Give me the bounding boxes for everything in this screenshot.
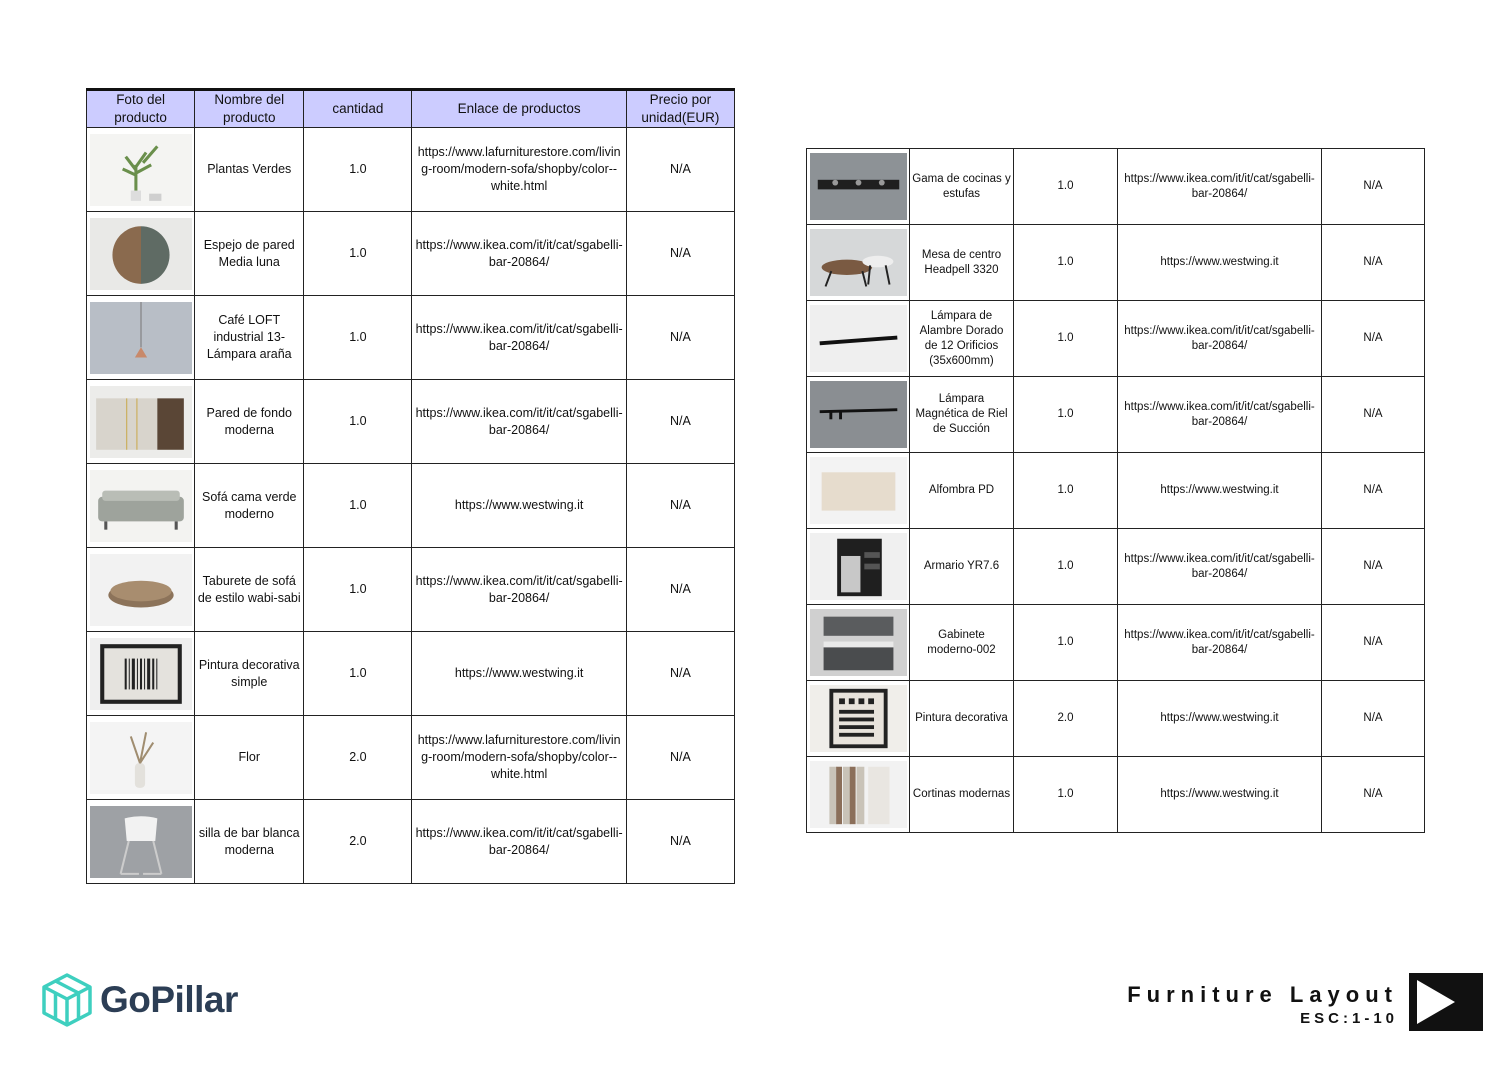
product-name: Gabinete moderno-002 <box>910 605 1014 681</box>
product-link[interactable]: https://www.westwing.it <box>1118 757 1322 833</box>
product-photo-cell <box>807 605 910 681</box>
product-price: N/A <box>1322 529 1425 605</box>
product-name: Flor <box>195 716 304 800</box>
cooktop-photo <box>810 153 907 220</box>
table-row <box>87 296 735 380</box>
product-quantity: 1.0 <box>304 548 412 632</box>
product-name: Café LOFT industrial 13-Lámpara araña <box>195 296 304 380</box>
product-quantity: 1.0 <box>1014 377 1118 453</box>
product-name: Cortinas modernas <box>910 757 1014 833</box>
product-price: N/A <box>626 548 734 632</box>
header-name: Nombre del producto <box>195 90 304 128</box>
product-link[interactable]: https://www.ikea.com/it/it/cat/sgabelli-bar-20864/ <box>1118 605 1322 681</box>
product-price: N/A <box>626 632 734 716</box>
product-photo-cell <box>807 377 910 453</box>
product-link[interactable]: https://www.ikea.com/it/it/cat/sgabelli-bar-20864/ <box>412 212 626 296</box>
product-quantity: 2.0 <box>304 716 412 800</box>
product-link[interactable]: https://www.ikea.com/it/it/cat/sgabelli-bar-20864/ <box>412 380 626 464</box>
product-photo-cell <box>87 800 195 884</box>
product-price: N/A <box>626 464 734 548</box>
product-price: N/A <box>626 716 734 800</box>
product-name: Pintura decorativa simple <box>195 632 304 716</box>
product-name: Pared de fondo moderna <box>195 380 304 464</box>
table-row <box>807 377 1425 453</box>
product-photo-cell <box>87 380 195 464</box>
product-name: Alfombra PD <box>910 453 1014 529</box>
product-price: N/A <box>626 212 734 296</box>
product-photo-cell <box>87 464 195 548</box>
product-quantity: 1.0 <box>1014 149 1118 225</box>
product-link[interactable]: https://www.westwing.it <box>1118 225 1322 301</box>
product-photo-cell <box>87 212 195 296</box>
product-link[interactable]: https://www.westwing.it <box>412 632 626 716</box>
product-quantity: 1.0 <box>1014 453 1118 529</box>
pattern-painting-photo <box>810 685 907 752</box>
product-link[interactable]: https://www.lafurniturestore.com/living-room/modern-sofa/shopby/color--white.html <box>412 128 626 212</box>
product-link[interactable]: https://www.ikea.com/it/it/cat/sgabelli-bar-20864/ <box>412 548 626 632</box>
product-price: N/A <box>1322 757 1425 833</box>
product-name: Lámpara de Alambre Dorado de 12 Orificios (35x600mm) <box>910 301 1014 377</box>
title-block <box>1127 982 1398 1027</box>
sofa-bed-photo <box>90 470 192 542</box>
product-link[interactable]: https://www.lafurniturestore.com/living-room/modern-sofa/shopby/color--white.html <box>412 716 626 800</box>
wall-panel-photo <box>90 386 192 458</box>
product-quantity: 1.0 <box>1014 529 1118 605</box>
product-quantity: 1.0 <box>304 212 412 296</box>
logo-text: GoPillar <box>100 979 238 1020</box>
table-row <box>87 548 735 632</box>
product-quantity: 1.0 <box>304 128 412 212</box>
wire-lamp-photo <box>810 305 907 372</box>
table-row <box>87 128 735 212</box>
table-row <box>807 453 1425 529</box>
pendant-lamp-photo <box>90 302 192 374</box>
header-price: Precio por unidad(EUR) <box>626 90 734 128</box>
product-price: N/A <box>1322 681 1425 757</box>
gopillar-logo <box>40 972 238 1028</box>
flower-vase-photo <box>90 722 192 794</box>
product-photo-cell <box>87 632 195 716</box>
table-row <box>87 800 735 884</box>
product-name: Espejo de pared Media luna <box>195 212 304 296</box>
table-row <box>807 605 1425 681</box>
layout-title: Furniture Layout <box>1127 982 1398 1007</box>
curtains-photo <box>810 761 907 828</box>
product-link[interactable]: https://www.ikea.com/it/it/cat/sgabelli-bar-20864/ <box>1118 149 1322 225</box>
product-photo-cell <box>807 149 910 225</box>
cube-logo-icon <box>40 972 94 1028</box>
product-photo-cell <box>87 548 195 632</box>
table-row <box>807 225 1425 301</box>
product-name: Pintura decorativa <box>910 681 1014 757</box>
product-link[interactable]: https://www.ikea.com/it/it/cat/sgabelli-bar-20864/ <box>412 800 626 884</box>
product-quantity: 1.0 <box>1014 301 1118 377</box>
product-quantity: 2.0 <box>1014 681 1118 757</box>
product-quantity: 1.0 <box>1014 757 1118 833</box>
product-quantity: 1.0 <box>304 464 412 548</box>
table-row <box>807 529 1425 605</box>
product-name: silla de bar blanca moderna <box>195 800 304 884</box>
product-name: Armario YR7.6 <box>910 529 1014 605</box>
product-price: N/A <box>626 296 734 380</box>
pouf-photo <box>90 554 192 626</box>
product-link[interactable]: https://www.ikea.com/it/it/cat/sgabelli-bar-20864/ <box>1118 377 1322 453</box>
header-photo: Foto del producto <box>87 90 195 128</box>
bar-chair-photo <box>90 806 192 878</box>
product-photo-cell <box>807 225 910 301</box>
product-price: N/A <box>1322 605 1425 681</box>
product-quantity: 1.0 <box>304 632 412 716</box>
wardrobe-photo <box>810 533 907 600</box>
product-price: N/A <box>626 128 734 212</box>
green-plants-photo <box>90 134 192 206</box>
corner-triangle-icon <box>1408 972 1484 1032</box>
table-row <box>807 149 1425 225</box>
table-row <box>87 716 735 800</box>
product-table-right <box>806 148 1425 833</box>
product-photo-cell <box>807 529 910 605</box>
product-photo-cell <box>807 681 910 757</box>
track-lamp-photo <box>810 381 907 448</box>
table-row <box>807 757 1425 833</box>
product-photo-cell <box>87 296 195 380</box>
product-name: Mesa de centro Headpell 3320 <box>910 225 1014 301</box>
product-name: Taburete de sofá de estilo wabi-sabi <box>195 548 304 632</box>
product-link[interactable]: https://www.ikea.com/it/it/cat/sgabelli-bar-20864/ <box>1118 529 1322 605</box>
table-row <box>87 212 735 296</box>
product-photo-cell <box>87 128 195 212</box>
coffee-table-photo <box>810 229 907 296</box>
table-row <box>87 380 735 464</box>
table-row <box>87 632 735 716</box>
cabinet-photo <box>810 609 907 676</box>
product-price: N/A <box>626 380 734 464</box>
product-price: N/A <box>1322 301 1425 377</box>
product-link[interactable]: https://www.westwing.it <box>1118 681 1322 757</box>
product-price: N/A <box>626 800 734 884</box>
product-table-left <box>86 88 735 884</box>
product-price: N/A <box>1322 377 1425 453</box>
product-link[interactable]: https://www.westwing.it <box>1118 453 1322 529</box>
product-name: Gama de cocinas y estufas <box>910 149 1014 225</box>
rug-photo <box>810 457 907 524</box>
product-quantity: 1.0 <box>1014 605 1118 681</box>
product-photo-cell <box>87 716 195 800</box>
product-photo-cell <box>807 453 910 529</box>
product-quantity: 2.0 <box>304 800 412 884</box>
product-price: N/A <box>1322 453 1425 529</box>
table-row <box>807 681 1425 757</box>
product-link[interactable]: https://www.ikea.com/it/it/cat/sgabelli-bar-20864/ <box>1118 301 1322 377</box>
table-header-row <box>87 90 735 128</box>
product-photo-cell <box>807 757 910 833</box>
product-quantity: 1.0 <box>1014 225 1118 301</box>
barcode-painting-photo <box>90 638 192 710</box>
product-name: Lámpara Magnética de Riel de Succión <box>910 377 1014 453</box>
product-quantity: 1.0 <box>304 296 412 380</box>
product-name: Sofá cama verde moderno <box>195 464 304 548</box>
product-link[interactable]: https://www.westwing.it <box>412 464 626 548</box>
layout-scale: ESC:1-10 <box>1300 1010 1398 1027</box>
half-moon-mirror-photo <box>90 218 192 290</box>
product-price: N/A <box>1322 225 1425 301</box>
product-price: N/A <box>1322 149 1425 225</box>
header-link: Enlace de productos <box>412 90 626 128</box>
product-quantity: 1.0 <box>304 380 412 464</box>
table-row <box>87 464 735 548</box>
product-name: Plantas Verdes <box>195 128 304 212</box>
header-quantity: cantidad <box>304 90 412 128</box>
table-row <box>807 301 1425 377</box>
product-link[interactable]: https://www.ikea.com/it/it/cat/sgabelli-bar-20864/ <box>412 296 626 380</box>
product-photo-cell <box>807 301 910 377</box>
